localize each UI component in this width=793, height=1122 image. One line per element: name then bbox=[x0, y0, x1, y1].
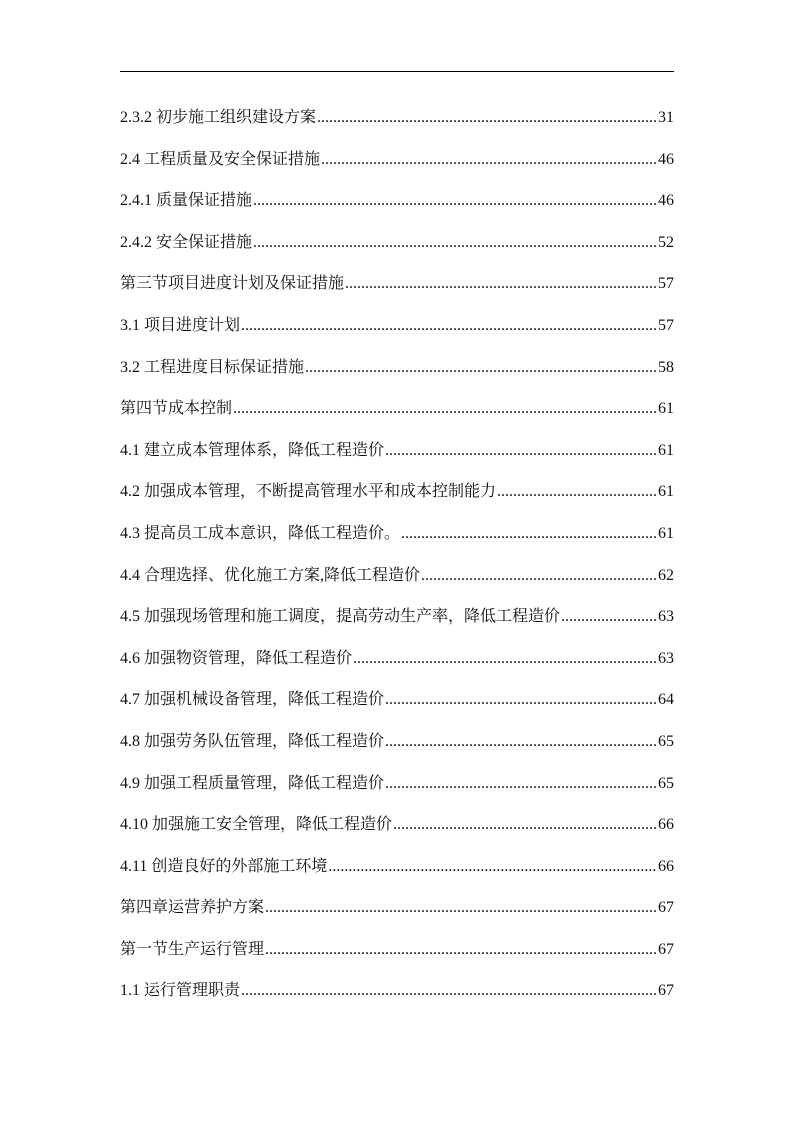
toc-entry[interactable] bbox=[120, 772, 674, 814]
toc-entry-page: 62 bbox=[658, 566, 674, 584]
toc-entry[interactable] bbox=[120, 522, 674, 564]
toc-entry-page: 58 bbox=[658, 358, 674, 376]
toc-entry[interactable] bbox=[120, 314, 674, 356]
toc-entry[interactable] bbox=[120, 439, 674, 481]
toc-leader-dots bbox=[393, 813, 657, 837]
toc-leader-dots bbox=[317, 106, 657, 130]
toc-leader-dots bbox=[345, 272, 657, 296]
toc-entry-title: 4.11 创造良好的外部施工环境 bbox=[120, 857, 328, 875]
toc-entry-title: 2.4 工程质量及安全保证措施 bbox=[120, 150, 321, 168]
toc-leader-dots bbox=[353, 647, 657, 671]
toc-entry-title: 4.8 加强劳务队伍管理，降低工程造价 bbox=[120, 732, 385, 750]
toc-entry-page: 67 bbox=[658, 899, 674, 917]
toc-entry-page: 61 bbox=[658, 441, 674, 459]
toc-leader-dots bbox=[385, 730, 657, 754]
toc-entry-title: 2.3.2 初步施工组织建设方案 bbox=[120, 109, 317, 126]
toc-entry-title: 4.7 加强机械设备管理，降低工程造价 bbox=[120, 691, 385, 709]
toc-entry-title: 第四章运营养护方案 bbox=[120, 899, 265, 917]
toc-entry-page: 61 bbox=[658, 483, 674, 501]
toc-entry[interactable] bbox=[120, 855, 674, 897]
toc-leader-dots bbox=[497, 480, 657, 504]
toc-entry-page: 67 bbox=[658, 982, 674, 1000]
toc-entry-title: 3.2 工程进度目标保证措施 bbox=[120, 358, 305, 376]
toc-leader-dots bbox=[253, 231, 657, 255]
toc-entry-title: 2.4.1 质量保证措施 bbox=[120, 192, 253, 210]
toc-entry-page: 52 bbox=[658, 233, 674, 251]
toc-leader-dots bbox=[305, 356, 657, 380]
table-of-contents bbox=[120, 106, 674, 1021]
toc-leader-dots bbox=[321, 148, 657, 172]
header-rule bbox=[120, 71, 674, 72]
toc-entry[interactable] bbox=[120, 938, 674, 980]
toc-entry-title: 4.10 加强施工安全管理，降低工程造价 bbox=[120, 816, 393, 834]
toc-entry-title: 2.4.2 安全保证措施 bbox=[120, 233, 253, 251]
toc-entry-page: 57 bbox=[658, 275, 674, 293]
toc-leader-dots bbox=[421, 564, 657, 588]
toc-entry-page: 61 bbox=[658, 400, 674, 418]
toc-leader-dots bbox=[401, 522, 657, 546]
toc-entry[interactable] bbox=[120, 730, 674, 772]
toc-leader-dots bbox=[328, 855, 657, 879]
toc-leader-dots bbox=[385, 688, 657, 712]
toc-entry-title: 第三节项目进度计划及保证措施 bbox=[120, 275, 345, 293]
toc-leader-dots bbox=[561, 605, 657, 629]
toc-entry-title: 4.1 建立成本管理体系，降低工程造价 bbox=[120, 441, 385, 459]
toc-entry[interactable] bbox=[120, 189, 674, 231]
toc-entry-page: 63 bbox=[658, 649, 674, 667]
toc-leader-dots bbox=[241, 314, 657, 338]
toc-entry-title: 4.3 提高员工成本意识，降低工程造价。 bbox=[120, 524, 401, 542]
toc-entry-page: 57 bbox=[658, 316, 674, 334]
toc-leader-dots bbox=[233, 397, 657, 421]
toc-entry[interactable] bbox=[120, 605, 674, 647]
toc-leader-dots bbox=[241, 979, 657, 1003]
toc-entry[interactable] bbox=[120, 979, 674, 1021]
toc-leader-dots bbox=[265, 896, 657, 920]
toc-entry-page: 66 bbox=[658, 857, 674, 875]
toc-entry[interactable] bbox=[120, 564, 674, 606]
toc-entry-title: 4.9 加强工程质量管理，降低工程造价 bbox=[120, 774, 385, 792]
toc-entry[interactable] bbox=[120, 688, 674, 730]
toc-entry[interactable] bbox=[120, 896, 674, 938]
toc-entry-page: 67 bbox=[658, 940, 674, 958]
toc-entry[interactable] bbox=[120, 231, 674, 273]
toc-leader-dots bbox=[385, 439, 657, 463]
toc-entry-title: 4.4 合理选择、优化施工方案,降低工程造价 bbox=[120, 566, 421, 584]
toc-entry-title: 4.5 加强现场管理和施工调度，提高劳动生产率，降低工程造价 bbox=[120, 608, 561, 626]
toc-entry[interactable] bbox=[120, 397, 674, 439]
toc-entry[interactable] bbox=[120, 148, 674, 190]
toc-entry[interactable] bbox=[120, 480, 674, 522]
toc-entry-page: 46 bbox=[658, 150, 674, 168]
toc-entry-page: 63 bbox=[658, 608, 674, 626]
toc-entry-page: 61 bbox=[658, 524, 674, 542]
toc-entry-page: 65 bbox=[658, 732, 674, 750]
toc-entry[interactable] bbox=[120, 647, 674, 689]
toc-entry-title: 4.2 加强成本管理，不断提高管理水平和成本控制能力 bbox=[120, 483, 497, 501]
toc-entry[interactable] bbox=[120, 356, 674, 398]
toc-entry-title: 1.1 运行管理职责 bbox=[120, 982, 241, 1000]
toc-entry[interactable] bbox=[120, 272, 674, 314]
toc-entry-title: 3.1 项目进度计划 bbox=[120, 316, 241, 334]
toc-leader-dots bbox=[385, 772, 657, 796]
toc-entry[interactable] bbox=[120, 813, 674, 855]
toc-leader-dots bbox=[265, 938, 657, 962]
toc-entry-page: 46 bbox=[658, 192, 674, 210]
toc-entry-title: 第一节生产运行管理 bbox=[120, 940, 265, 958]
toc-entry-page: 65 bbox=[658, 774, 674, 792]
toc-entry-title: 第四节成本控制 bbox=[120, 400, 233, 418]
toc-entry-title: 4.6 加强物资管理，降低工程造价 bbox=[120, 649, 353, 667]
toc-entry-page: 64 bbox=[658, 691, 674, 709]
toc-entry[interactable] bbox=[120, 106, 674, 148]
toc-entry-page: 31 bbox=[658, 109, 674, 126]
toc-leader-dots bbox=[253, 189, 657, 213]
toc-entry-page: 66 bbox=[658, 816, 674, 834]
